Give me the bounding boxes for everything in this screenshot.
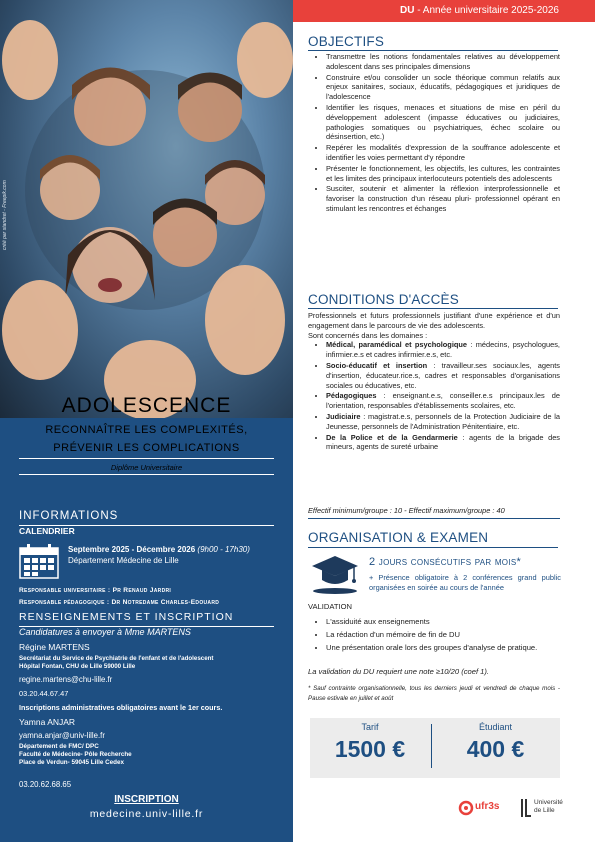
calendar-info [68, 545, 273, 566]
divider [308, 518, 560, 519]
universite-line2: de Lille [534, 806, 555, 814]
divider [308, 547, 558, 548]
diploma-type: Diplôme Universitaire [110, 463, 183, 472]
contact2-line1: Département de FMC/ DPC [19, 743, 99, 750]
universite-lille-logo [520, 797, 580, 819]
footnote: * Sauf contrainte organisationnelle, tous les derniers jeudi et vendredi de chaque mois - Pause estivale en juillet et août [308, 685, 560, 702]
etudiant-value: 400 € [466, 736, 525, 762]
tarif-label: Tarif [361, 722, 379, 732]
etudiant-label: Étudiant [478, 722, 513, 732]
conditions-intro: Professionnels et futurs professionnels justifiant d'une expérience et d'un engagement dans le parcours de vie des adolescents. [308, 311, 560, 330]
list-item: • Repérer les modalités d'expression de la souffrance adolescente et identifier les voies permettant d'y répondre [326, 143, 560, 163]
list-item: • L'assiduité aux enseignements [326, 616, 560, 628]
contact2-email[interactable]: yamna.anjar@univ-lille.fr [19, 731, 105, 740]
contact2-phone: 03.20.62.68.65 [19, 780, 72, 789]
contact1-line1: Secrétariat du Service de Psychiatrie de l'enfant et de l'adolescent [19, 655, 214, 662]
objectifs-heading: OBJECTIFS [308, 34, 385, 49]
universite-lille-text [534, 799, 563, 814]
contact1-phone: 03.20.44.67.47 [19, 689, 69, 698]
calendar-department: Département Médecine de Lille [68, 555, 179, 565]
contact2-line3: Place de Verdun- 59045 Lille Cedex [19, 759, 124, 767]
conditions-body [308, 311, 560, 453]
validation-list [308, 616, 560, 653]
contact1-email[interactable]: regine.martens@chu-lille.fr [19, 675, 113, 684]
validation-heading: VALIDATION [308, 602, 353, 611]
effectif-text: Effectif minimum/groupe : 10 - Effectif maximum/groupe : 40 [308, 506, 505, 515]
objectifs-list [308, 52, 560, 214]
calendar-dates: Septembre 2025 - Décembre 2026 [68, 545, 196, 554]
conditions-concerned: Sont concernés dans les domaines : [308, 330, 428, 340]
divider [19, 458, 274, 459]
validation-list-wrap [308, 616, 560, 654]
days-text: + Présence obligatoire à 2 conférences grand public organisées en soirée au cours de l'année [369, 573, 561, 592]
list-item: • La rédaction d'un mémoire de fin de DU [326, 629, 560, 641]
contact1-address [19, 655, 214, 671]
list-item: • Socio-éducatif et insertion : travailleur.ses sociaux.les, agents d'insertion, éducateur.rice.s, cadres et responsables d'organisations sociales ou éducatives, etc. [326, 361, 560, 390]
list-item: • Médical, paramédical et psychologique : médecins, psychologues, infirmier.e.s et cadres infirmier.e.s, etc. [326, 340, 560, 360]
list-item: • Susciter, soutenir et alimenter la réflexion interprofessionnelle et favoriser la construction d'un réseau pluri- professionnel opérant en stimulant les rencontres et échanges [326, 184, 560, 213]
tarif-value: 1500 € [334, 736, 406, 762]
inscription-note: Inscriptions administratives obligatoires avant le 1er cours. [19, 703, 223, 712]
cover-photo [0, 0, 293, 418]
list-item: • Identifier les risques, menaces et situations de mise en péril du développement adolescent (impasse éducatives ou judiciaires, pathologies somatiques ou psychiatriques, échec scolaire ou désinsertion, etc.) [326, 103, 560, 142]
informations-heading: INFORMATIONS [19, 510, 119, 522]
cover-photo-illustration [0, 0, 293, 418]
contact1-line2: Hôpital Fontan, CHU de Lille 59000 Lille [19, 663, 136, 670]
validation-note: La validation du DU requiert une note ≥10/20 (coef 1). [308, 667, 490, 676]
price-divider [431, 724, 432, 768]
renseignements-heading: RENSEIGNEMENTS ET INSCRIPTION [19, 611, 234, 623]
list-item: • Transmettre les notions fondamentales relatives au développement adolescent dans ses principales dimensions [326, 52, 560, 72]
responsable-pedagogique-name: Dr Notredame Charles-Edouard [111, 599, 220, 606]
divider [19, 474, 274, 475]
responsable-universitaire-name: Pr Renaud Jardri [112, 587, 172, 594]
contact2-line2: Faculté de Médecine- Pôle Recherche [19, 751, 132, 759]
program-subtitle-1: RECONNAÎTRE LES COMPLEXITÉS, [45, 424, 248, 436]
conditions-heading: CONDITIONS D'ACCÈS [308, 292, 459, 307]
contact2-name: Yamna ANJAR [19, 717, 76, 727]
calendrier-heading: CALENDRIER [19, 526, 75, 536]
conditions-list [308, 340, 560, 452]
list-item: • Construire et/ou consolider un socle théorique commun relatifs aux enjeux sanitaires, sociaux, éducatifs, pédagogiques et juridiques de l'adolescence [326, 73, 560, 102]
list-item: • Présenter le fonctionnement, les objectifs, les cultures, les contraintes et les limites des principaux interlocuteurs potentiels des adolescents [326, 164, 560, 184]
header-year: - Année universitaire 2025-2026 [414, 5, 559, 16]
calendar-icon [19, 543, 59, 579]
list-item: • Judiciaire : magistrat.e.s, personnels de la Protection Judiciaire de la Jeunesse, personnels de l'Administration Pénitentiaire, etc. [326, 412, 560, 432]
candidatures-text: Candidatures à envoyer à Mme MARTENS [19, 627, 191, 637]
header-du: DU [400, 5, 415, 16]
responsable-pedagogique [19, 598, 219, 608]
ufr3s-logo [458, 797, 508, 819]
program-subtitle-2: PRÉVENIR LES COMPLICATIONS [53, 442, 240, 454]
responsable-pedagogique-label: Responsable pédagogique : [19, 599, 112, 606]
contact1-name: Régine MARTENS [19, 642, 90, 652]
list-item: • Pédagogiques : enseignant.e.s, conseiller.e.s principaux.les de l'orientation, responsables d'établissements scolaires, etc. [326, 391, 560, 411]
responsable-universitaire-label: Responsable universitaire : [19, 587, 113, 594]
graduation-cap-icon [310, 554, 360, 594]
photo-credit: créé par standret - Freepik.com [2, 180, 8, 250]
divider [308, 308, 558, 309]
divider [308, 50, 558, 51]
organisation-heading: ORGANISATION & EXAMEN [308, 530, 489, 545]
responsable-universitaire [19, 586, 171, 596]
list-item: • De la Police et de la Gendarmerie : agents de la brigade des mineurs, agents de sureté urbaine [326, 433, 560, 453]
list-item: • Une présentation orale lors des groupes d'analyse de pratique. [326, 642, 560, 654]
inscription-link[interactable]: medecine.univ-lille.fr [89, 808, 204, 820]
ufr3s-text: ufr3s [475, 801, 500, 812]
days-title: 2 jours consécutifs par mois* [369, 556, 522, 568]
program-title: ADOLESCENCE [61, 394, 232, 417]
header-bar [293, 0, 595, 22]
calendar-hours: (9h00 - 17h30) [195, 545, 250, 554]
inscription-heading: INSCRIPTION [114, 794, 179, 805]
contact2-address [19, 743, 132, 768]
objectifs-list-wrap [308, 52, 560, 215]
universite-line1: Université [534, 799, 563, 806]
